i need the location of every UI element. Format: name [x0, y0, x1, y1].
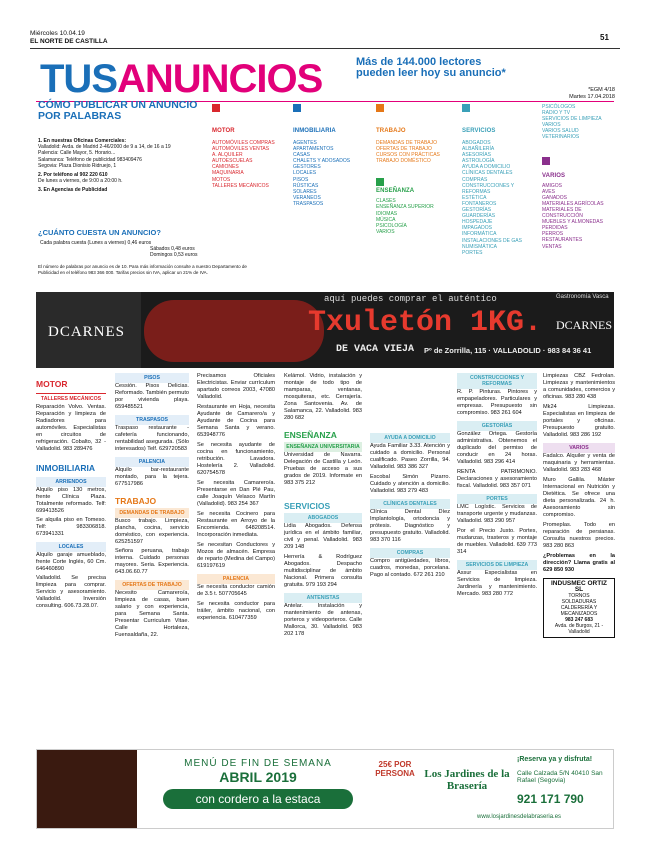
ad2-price: 25€ POR PERSONA [375, 760, 415, 778]
ad1-sub: DE VACA VIEJA [336, 344, 415, 355]
car-icon [212, 104, 220, 112]
ad2-web: www.losjardinesdelabraseria.es [477, 814, 562, 820]
dcarnes-logo-left: DCARNES [36, 292, 141, 368]
section-title [40, 57, 322, 102]
indusmec-box: INDUSMEC ORTIZ SL TORNOS SOLDADURAS CALDERERÍA Y MECANIZADOS 983 247 683 Avda. de Burgos, 21 - Valladolid [543, 578, 615, 638]
col-4: Kelámol. Vidrio, instalación y montaje de todo tipo de mamparas, ventanas, mosquiteras, etc. Cerrajería. Zona Santovenia. Av. de Salamanca, 22. Valladolid. 983 280 682 ENSEÑANZA ENSEÑANZA UNIVERSITARIA Universidad de Navarra. Delegación de Castilla y León. Pruebas de acceso a sus grados de 2019. Informate en 983 375 212 SERVICIOS ABOGADOS Lidia Abogados. Defensa jurídica en el ámbito familiar, civil y penal. Valladolid. 983 209 148 Herrería & Rodríguez Abogados. Despacho multidisciplinar de ámbito Nacional. Primera consulta gratuita. 979 193 294 ANTENISTAS Antelar. Instalación y mantenimiento de antenas, porteros y videoporteros. Calle Mallorca, 30. Valladolid. 983 202 178 [284, 373, 362, 637]
cat-motor [212, 104, 282, 189]
date-note: *EGM 4/18 Martes 17.04.2018 [569, 87, 615, 100]
header-rule [30, 48, 620, 49]
col-3: Precisamos Oficiales Electricistas. Enviar currículum apartado correos 2003, 47080 Valladolid. Restaurante en Hoja, necesita Ayudante de Camarero/a y Ayudante de Cocina para Semana Santa y verano. 653948776 Se necesita ayudante de cocina en funcionamiento, retribución. Lavadora. Hostelería 2. Valladolid. 620754578 Se necesita Camarero/a. Presentarse en Dan Plé Pau, calle Joaquín Velasco Martín (Valladolid). 983 254 367 Se necesita Cocinero para Restaurante en Arroyo de la Encomienda. 648208514. Incorporación inmediata. Se necesitan Conductores y Mozos de almacén. Empresa de reparto (Medina del Campo) 619197619 PALENCIA Se necesita conductor camión de 3.5 t. 507705645 Se necesita conductor para tráiler, ámbito nacional, con experiencia. 610477359 [197, 373, 275, 621]
ad-los-jardines [36, 749, 614, 829]
col-7: Limpiezas CBZ Fedrolan. Limpiezas y mantenimientos a comunidades, comercios y oficinas. 983 280 438 Mk24 Limpiezas. Especialistas en limpieza de portales y oficinas. Presupuesto gratuito. Valladolid. 983 286 192 VARIOS Fadalco. Alquiler y venta de maquinaria y herramientas. Valladolid. 983 283 468 Muro Gallila. Máster Internacional en Nutrición y Dietética. Se ofrece una dieta personalizada. 24 h. Asesoramiento sin compromiso. Promeplas. Todo en reparación de persianas. Consulta nuestros precios. 983 280 863 ¿Problemas en la dirección? Llama gratis al 629 850 930 INDUSMEC ORTIZ SL TORNOS SOLDADURAS CALDERERÍA Y MECANIZADOS 983 247 683 Avda. de Burgos, 21 - Valladolid [543, 373, 615, 638]
ad1-address: Pº de Zorrilla, 115 · VALLADOLID · 983 84 36 41 [424, 346, 592, 355]
how-to-title: CÓMO PUBLICAR UN ANUNCIO POR PALABRAS [38, 99, 198, 122]
how-steps: 1. En nuestras Oficinas Comerciales: Valladolid: Avda. de Madrid 2-46/2000 de 9 a 14, de 16 a 19 Palencia: Calle Mayor, 5. Horario... Salamanca: Teléfono de publicidad 983409476 Segovia: Plaza Dionisio Ridruejo, 1 2. Por teléfono al 902 220 610 De lunes a viernes, de 9:00 a 20:00 h. 3. En Agencias de Publicidad [38, 138, 171, 194]
briefcase-icon [376, 104, 384, 112]
title-part2: ANUNCIOS [117, 57, 323, 101]
dcarnes-logo-right: DCARNES [556, 318, 613, 332]
ad2-address: Calle Calzada 5/N 40410 San Rafael (Segovia) [517, 770, 603, 784]
cost-title: ¿CUÁNTO CUESTA UN ANUNCIO? [38, 228, 161, 237]
tools-icon [462, 104, 470, 112]
house-icon [293, 104, 301, 112]
ad1-brand: Txuletón 1KG. [308, 306, 543, 340]
gift-icon [542, 157, 550, 165]
readers-tagline: Más de 144.000 lectores pueden leer hoy su anuncio* [356, 56, 506, 79]
col-1: MOTOR TALLERES MECÁNICOS Reparación Volvo. Ventas. Reparación y limpieza de Radiadores para automóviles. Especialistas en circuitos de refrigeración. Cobalto, 32 - Valladolid. 983 289476 INMOBILIARIA ARRIENDOS Alquilo piso 130 metros, frente Clínica Plaza. Totalmente reformado. Telf: 699413526 Se alquila piso en Tomeso. Telf: 983306818. 673941331 LOCALES Alquilo garaje amueblado, frente Corte Inglés, 60 Cm. 646460890 Valladolid. Se precisa limpieza para comprar. Servicio y asesoramiento. Valladolid. Inversión consulting. 606.73.28.07. [36, 379, 106, 609]
fire-image [37, 750, 137, 829]
ad1-top: aquí puedes comprar el auténtico [324, 294, 497, 304]
ad2-name: Los Jardines de la Brasería [424, 768, 510, 792]
cat-servicios: SERVICIOS ABOGADOS ALBAÑILERÍA ASESORÍAS ASTROLOGÍA AYUDA A DOMICILIO CLÍNICAS DENTALES COMPRAS CONSTRUCCIONES Y REFORMAS ESTÉTICA FONTANEROS GESTORÍAS GUARDERÍAS HOSPEDAJE IMPAGADOS INFORMÁTICA INSTALACIONES DE GAS NUMISMÁTICA PORTES [462, 104, 534, 256]
col-2: PISOS Cessión. Pisos Delicias. Reformado. También permuto por vivienda playa. 659485521 TRASPASOS Traspaso restaurante - cafetería funcionando, rentabilidad asegurada. (Sólo interesados) Telf. 629720583 PALENCIA Alquilo bar-restaurante montado, para la tejera. 677517986 TRABAJO DEMANDAS DE TRABAJO Busco trabajo. Limpieza, plancha, cocina, servicio doméstico, con experiencia. 625251597 Señora peruana, trabajo interna. Cuidado personas mayores. Seria. Experiencia. 643.06.60.77 OFERTAS DE TRABAJO Necesito Camarero/a, limpieza de casas, buen salario y con experiencia, para Semana Santa. Presentar Curriculum Vitae. Calle Hortaleza, Fuensaldaña, 22. [115, 375, 189, 638]
cat-varios: PSICÓLOGOS RADIO Y TV SERVICIOS DE LIMPIEZA VARIOS VARIOS SALUD VETERINARIOS VARIOS AMIGOS AVES GANADOS MATERIALES AGRÍCOLAS MATERIALES DE CONSTRUCCIÓN MUEBLES Y ALMONEDAS PERDIDAS PERROS RESTAURANTES VENTAS [542, 104, 604, 250]
col-6: CONSTRUCCIONES Y REFORMAS R. P. Pinturas. Pintores y empapeladores. Particulares y empresas. Presupuesto sin compromiso. 983 261 604 GESTORÍAS González Ortega. Gestoría administrativa. Obtenemos el duplicado del permiso de conducir en 24 horas. Valladolid. 983 296 414 RENTA PATRIMONIO. Declaraciones y asesoramiento fiscal. Valladolid. 983 357 071 PORTES LMC Logístic. Servicios de transporte urgente y mudanzas. Valladolid. 983 290 957 Por el Precio Justo. Portes, mudanzas, trasteros y montaje de muebles. Valladolid. 639 773 314 SERVICIOS DE LIMPIEZA Assur Especialistas en Servicios de limpieza. Jardinería y mantenimiento. Mercado. 983 280 772 [457, 375, 537, 597]
col-5: AYUDA A DOMICILIO Ayuda Familiar 3.33. Atención y cuidado a domicilio. Personal cualificado. Paseo Zorrilla, 94. Valladolid. 983 386 327 Escobal Simón Pizarro. Cuidado y atención a domicilio. Valladolid. 983 279 483 CLÍNICAS DENTALES Clínica Dental Díez Implantología, ortodoncia y prótesis. Diagnóstico y presupuesto gratuito. Valladolid. 983 370 116 COMPRAS Compro antigüedades, libros, cuadros, monedas, porcelana. Pago al contado. 672 261 210 [370, 435, 450, 578]
page-header [30, 30, 108, 46]
header-date: Miércoles 10.04.19 [30, 30, 85, 37]
steak-image [144, 300, 324, 362]
ad2-cta: ¡Reserva ya y disfruta! [517, 756, 593, 763]
book-icon [376, 178, 384, 186]
title-part1: TUS [40, 57, 117, 101]
cat-trabajo: TRABAJO DEMANDAS DE TRABAJO OFERTAS DE TRABAJO CURSOS CON PRÁCTICAS TRABAJO DOMÉSTICO ENSEÑANZA CLASES ENSEÑANZA SUPERIOR IDIOMAS MÚSICA PSICOLOGÍA VARIOS [376, 104, 461, 235]
ad2-phone: 921 171 790 [517, 792, 584, 806]
cat-motor-label: MOTOR [212, 128, 235, 134]
ad-dcarnes [36, 292, 614, 368]
cat-inmobiliaria: INMOBILIARIA AGENTES APARTAMENTOS CASAS CHALETS Y ADOSADOS GESTORES LOCALES PISOS RÚSTICAS SOLARES VERANEOS TRASPASOS [293, 104, 373, 207]
cost-note: El número de palabras por anuncio es de 10. Para más información consulte a nuestro Departamento de Publicidad en el teléfono 983 366 000. Tarifas precios sin IVA, aplicar un 21% de IVA. [38, 264, 247, 275]
ad1-logo2: Gastronomía Vasca [556, 294, 609, 300]
cost-list: Cada palabra cuesta (Lunes a viernes) 0,46 euros Sábados 0,48 euros Domingos 0,53 euros [40, 240, 198, 259]
header-paper: EL NORTE DE CASTILLA [30, 38, 108, 45]
ad2-menu: MENÚ DE FIN DE SEMANA ABRIL 2019 con cordero a la estaca [143, 758, 373, 813]
page-number: 51 [600, 33, 609, 42]
cat-motor-list: AUTOMÓVILES COMPRAS AUTOMÓVILES VENTAS A. ALQUILER AUTOESCUELAS CAMIONES MAQUINARIA MOTOS TALLERES MECÁNICOS [212, 140, 275, 189]
